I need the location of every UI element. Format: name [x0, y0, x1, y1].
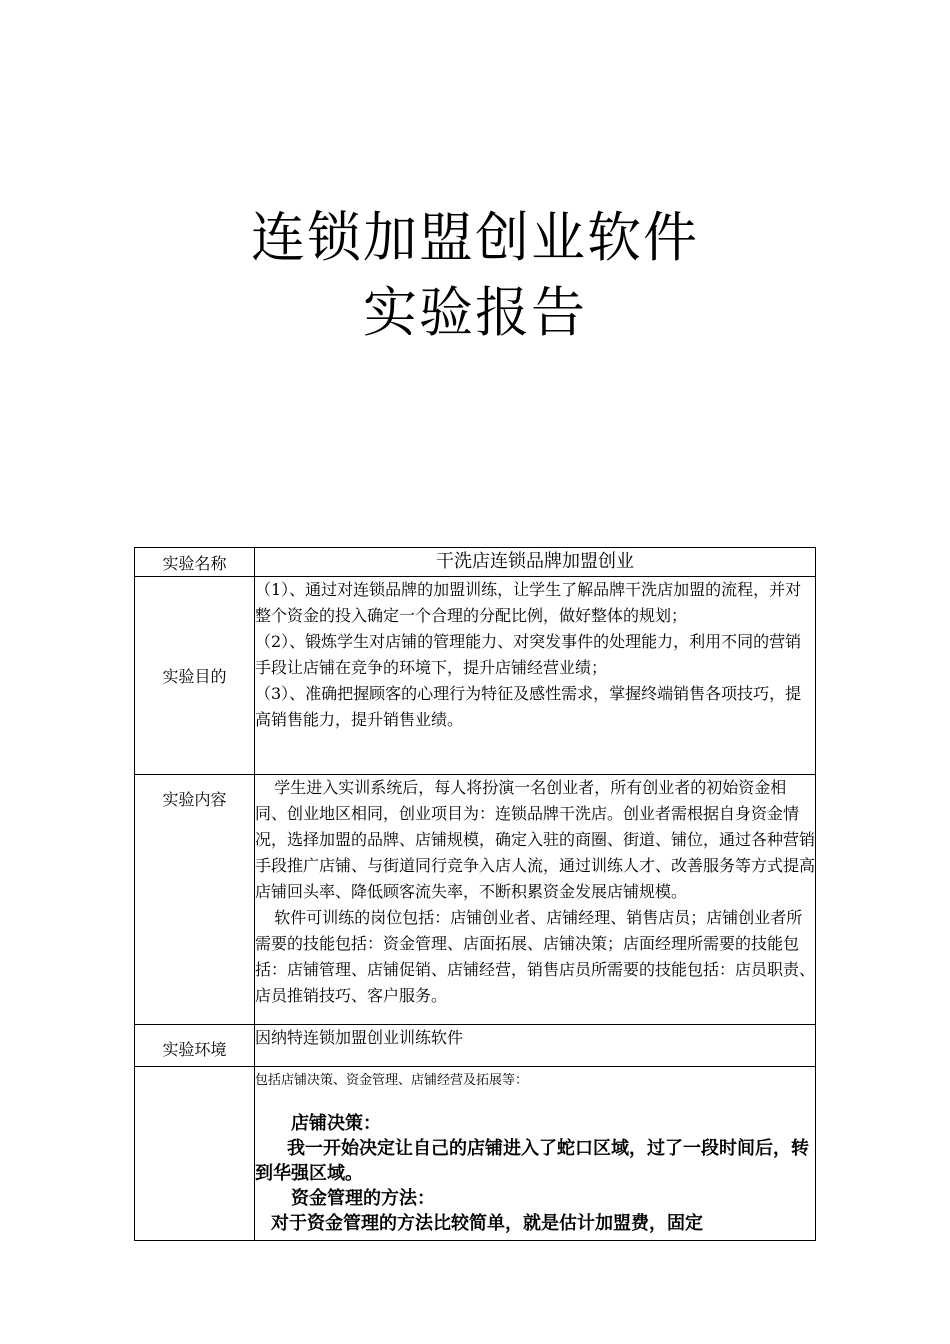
process-paragraph: 对于资金管理的方法比较简单，就是估计加盟费，固定	[271, 1213, 703, 1234]
name-label: 实验名称	[135, 548, 255, 577]
purpose-item: （1）、通过对连锁品牌的加盟训练，让学生了解品牌干洗店加盟的流程，并对整个资金的投入确定一个合理的分配比例，做好整体的规划；	[255, 580, 802, 625]
table-row-content	[135, 775, 816, 1025]
process-intro: 包括店铺决策、资金管理、店铺经营及拓展等：	[255, 1073, 529, 1088]
content-body	[255, 775, 816, 1025]
env-value: 因纳特连锁加盟创业训练软件	[255, 1025, 816, 1067]
content-paragraph: 软件可训练的岗位包括：店铺创业者、店铺经理、销售店员；店铺创业者所需要的技能包括：资金管理、店面拓展、店铺决策；店面经理所需要的技能包括：店铺管理、店铺促销、店铺经营，销售店员所需要的技能包括：店员职责、店员推销技巧、客户服务。	[255, 908, 816, 1005]
process-paragraph: 我一开始决定让自己的店铺进入了蛇口区域，过了一段时间后，转到华强区域。	[255, 1138, 809, 1184]
table-row-env	[135, 1025, 816, 1067]
process-label	[135, 1067, 255, 1241]
table-row-purpose	[135, 577, 816, 775]
content-paragraph: 学生进入实训系统后，每人将扮演一名创业者，所有创业者的初始资金相同、创业地区相同，创业项目为：连锁品牌干洗店。创业者需根据自身资金情况，选择加盟的品牌、店铺规模，确定入驻的商圈、街道、铺位，通过各种营销手段推广店铺、与街道同行竞争入店人流，通过训练人才、改善服务等方式提高店铺回头率、降低顾客流失率，不断积累资金发展店铺规模。	[255, 778, 816, 901]
name-value: 干洗店连锁品牌加盟创业	[255, 548, 816, 577]
env-label: 实验环境	[135, 1025, 255, 1067]
process-heading: 资金管理的方法：	[291, 1188, 435, 1209]
process-heading: 店铺决策：	[291, 1113, 381, 1134]
report-title-line1: 连锁加盟创业软件	[251, 206, 699, 269]
process-body	[255, 1067, 816, 1241]
content-label: 实验内容	[135, 775, 255, 1025]
table-row-process	[135, 1067, 816, 1241]
table-row-name	[135, 548, 816, 577]
purpose-content	[255, 577, 816, 775]
purpose-item: （2）、锻炼学生对店铺的管理能力、对突发事件的处理能力，利用不同的营销手段让店铺在竞争的环境下，提升店铺经营业绩；	[255, 632, 802, 677]
report-table	[134, 547, 816, 1241]
report-title-line2: 实验报告	[363, 281, 587, 344]
purpose-item: （3）、准确把握顾客的心理行为特征及感性需求，掌握终端销售各项技巧，提高销售能力，提升销售业绩。	[255, 684, 802, 729]
purpose-label: 实验目的	[135, 577, 255, 775]
